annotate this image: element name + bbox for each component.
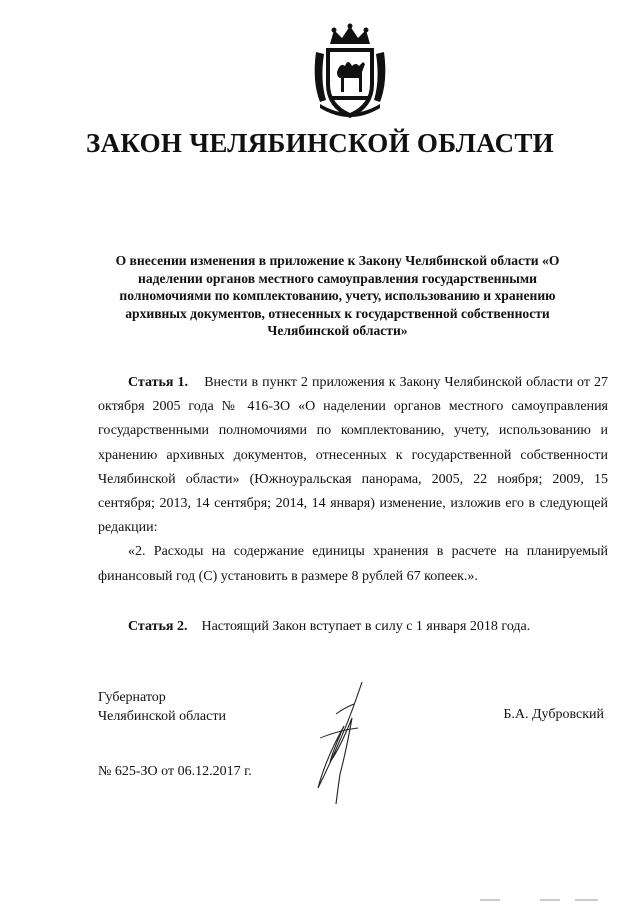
- article-1-label: Статья 1.: [128, 375, 189, 390]
- article-1: [98, 371, 608, 589]
- signatory-name: Б.А. Дубровский: [503, 707, 604, 722]
- coat-of-arms-emblem: [310, 22, 390, 122]
- signatory-position-line1: Губернатор: [98, 690, 166, 705]
- article-2: [98, 615, 608, 639]
- article-1-text: Внести в пункт 2 приложения к Закону Челябинской области от 27 октября 2005 года № 416-ЗО «О наделении органов местного самоуправления государственными полномочиями по комплектованию, учету, использованию и хранению архивных документов, отнесенных к государственной собственности Челябинской области» (Южноуральская панорама, 2005, 22 ноября; 2009, 15 сентября; 2013, 14 сентября; 2014, 14 января) изменение, изложив его в следующей редакции:: [98, 375, 608, 536]
- document-title: ЗАКОН ЧЕЛЯБИНСКОЙ ОБЛАСТИ: [86, 128, 554, 158]
- scan-marks: [480, 898, 600, 902]
- signatory-position: [98, 688, 226, 726]
- handwritten-signature: [300, 678, 380, 808]
- article-2-text: Настоящий Закон вступает в силу с 1 января 2018 года.: [201, 619, 531, 634]
- law-number: № 625-ЗО от 06.12.2017 г.: [98, 764, 252, 779]
- signatory-position-line2: Челябинской области: [98, 709, 226, 724]
- article-1-quote: «2. Расходы на содержание единицы хранения в расчете на планируемый финансовый год (С) установить в размере 8 рублей 67 копеек.».: [98, 544, 608, 584]
- document-subtitle: О внесении изменения в приложение к Закону Челябинской области «О наделении органов местного самоуправления государственными полномочиями по комплектованию, учету, использованию и хранению архивных документов, отнесенных к государственной собственности Челябинской области»: [115, 253, 560, 338]
- article-2-label: Статья 2.: [128, 619, 188, 634]
